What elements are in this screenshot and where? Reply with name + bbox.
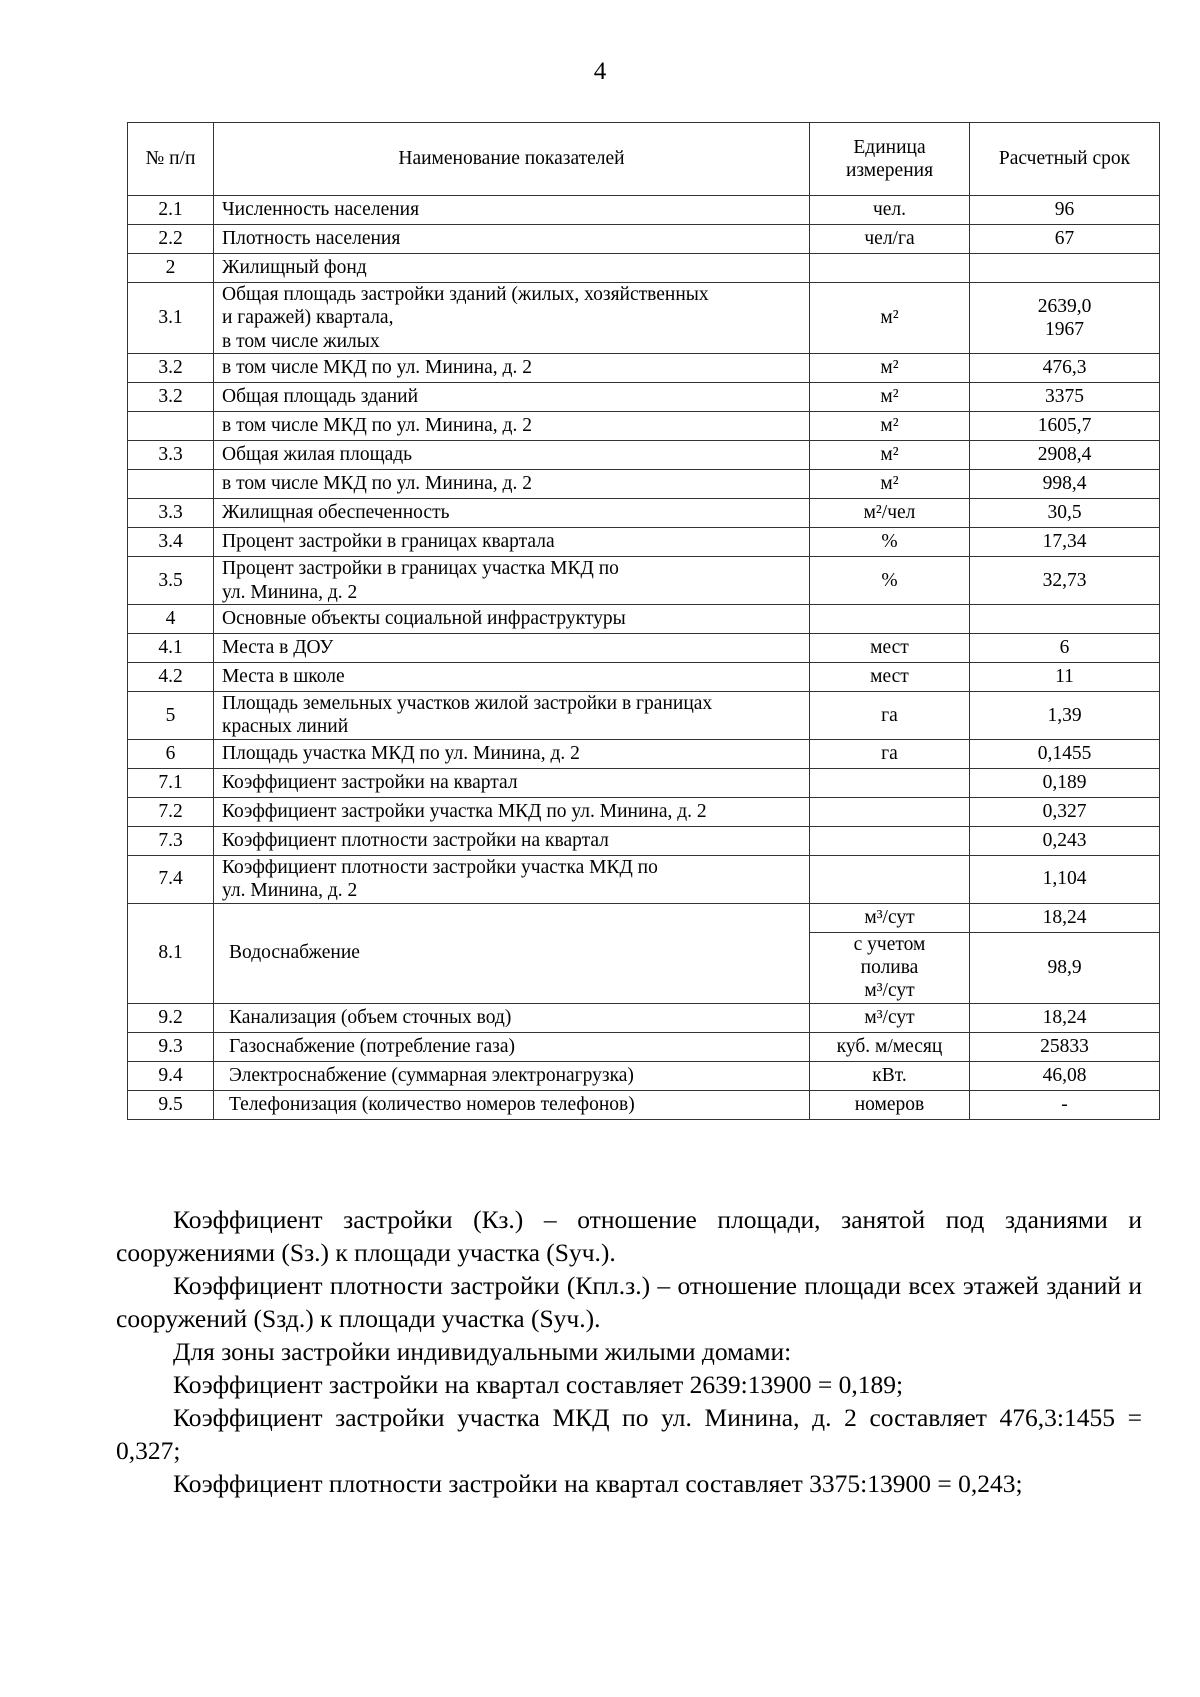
table-row <box>128 470 1160 499</box>
row-number: 4 <box>128 604 214 633</box>
paragraph: Коэффициент застройки участка МКД по ул. Минина, д. 2 составляет 476,3:1455 = 0,327; <box>116 1403 1142 1465</box>
table-row <box>128 662 1160 691</box>
row-name-line: Процент застройки в границах участка МКД по <box>222 558 619 580</box>
row-value: 1,104 <box>970 855 1160 903</box>
table-row <box>128 441 1160 470</box>
header-num: № п/п <box>128 123 214 196</box>
row-name <box>214 557 810 605</box>
row-value-line: 2639,0 <box>1037 295 1092 317</box>
page-number: 4 <box>593 58 607 85</box>
row-name <box>214 283 810 354</box>
row-name: Площадь участка МКД по ул. Минина, д. 2 <box>214 739 810 768</box>
table-row <box>128 633 1160 662</box>
table-row <box>128 557 1160 605</box>
row-number: 8.1 <box>128 903 214 1003</box>
table-row <box>128 196 1160 225</box>
paragraph: Коэффициент плотности застройки (Кпл.з.) – отношение площади всех этажей зданий и сооружений (Sзд.) к площади участка (Sуч.). <box>116 1271 1142 1333</box>
table-row <box>128 739 1160 768</box>
row-number: 3.5 <box>128 557 214 605</box>
row-unit: номеров <box>810 1090 970 1119</box>
row-name: Процент застройки в границах квартала <box>214 528 810 557</box>
table-row <box>128 1003 1160 1032</box>
row-number: 4.1 <box>128 633 214 662</box>
paragraph: Коэффициент застройки на квартал составляет 2639:13900 = 0,189; <box>173 1370 904 1399</box>
row-number: 2 <box>128 254 214 283</box>
row-unit: м² <box>810 441 970 470</box>
row-name-line: Площадь земельных участков жилой застройки в границах <box>222 692 713 714</box>
table-row <box>128 826 1160 855</box>
row-name-line: Общая площадь застройки зданий (жилых, хозяйственных <box>222 284 709 305</box>
table-row <box>128 797 1160 826</box>
row-number: 3.4 <box>128 528 214 557</box>
row-value: 1,39 <box>970 691 1160 739</box>
row-value: 0,189 <box>970 768 1160 797</box>
row-value: 11 <box>970 662 1160 691</box>
row-value: 0,243 <box>970 826 1160 855</box>
row-value: 25833 <box>970 1032 1160 1061</box>
table-row <box>128 855 1160 903</box>
row-unit: м² <box>810 283 970 354</box>
row-number: 7.1 <box>128 768 214 797</box>
header-name: Наименование показателей <box>214 123 810 196</box>
row-unit: чел. <box>810 196 970 225</box>
table-header-row <box>128 123 1160 196</box>
row-name: Основные объекты социальной инфраструктуры <box>214 604 810 633</box>
row-name: Коэффициент застройки на квартал <box>214 768 810 797</box>
row-number: 2.2 <box>128 225 214 254</box>
row-unit: га <box>810 691 970 739</box>
row-number: 9.4 <box>128 1061 214 1090</box>
row-unit: % <box>810 557 970 605</box>
table-row <box>128 499 1160 528</box>
row-value: 476,3 <box>970 354 1160 383</box>
row-name: Плотность населения <box>214 225 810 254</box>
row-number: 9.5 <box>128 1090 214 1119</box>
row-name: Места в школе <box>214 662 810 691</box>
row-unit-line: м³/сут <box>864 980 915 1002</box>
row-value: 998,4 <box>970 470 1160 499</box>
table-row <box>128 691 1160 739</box>
row-name-line: и гаражей) квартала, <box>222 307 394 329</box>
paragraph: Для зоны застройки индивидуальными жилыми домами: <box>173 1337 792 1366</box>
row-name: Общая площадь зданий <box>214 383 810 412</box>
row-unit: мест <box>810 662 970 691</box>
row-unit-line: с учетом <box>853 933 926 955</box>
table-row <box>128 225 1160 254</box>
row-unit <box>810 254 970 283</box>
table-row <box>128 768 1160 797</box>
row-name <box>214 691 810 739</box>
row-number: 3.3 <box>128 441 214 470</box>
row-unit: м²/чел <box>810 499 970 528</box>
row-unit-line: полива <box>860 956 919 978</box>
row-name-line: ул. Минина, д. 2 <box>222 880 358 902</box>
row-unit: чел/га <box>810 225 970 254</box>
row-name: Газоснабжение (потребление газа) <box>214 1032 810 1061</box>
row-name: Численность населения <box>214 196 810 225</box>
row-number: 2.1 <box>128 196 214 225</box>
row-number: 4.2 <box>128 662 214 691</box>
row-value: 17,34 <box>970 528 1160 557</box>
row-value: 3375 <box>970 383 1160 412</box>
row-unit <box>810 932 970 1003</box>
row-unit: кВт. <box>810 1061 970 1090</box>
row-value: 32,73 <box>970 557 1160 605</box>
row-unit: м³/сут <box>810 1003 970 1032</box>
row-value: 0,327 <box>970 797 1160 826</box>
row-value: 6 <box>970 633 1160 662</box>
row-name: Места в ДОУ <box>214 633 810 662</box>
row-value: 30,5 <box>970 499 1160 528</box>
header-unit <box>810 123 970 196</box>
row-unit: мест <box>810 633 970 662</box>
paragraph: Коэффициент плотности застройки на квартал составляет 3375:13900 = 0,243; <box>173 1469 1023 1498</box>
row-number: 3.1 <box>128 283 214 354</box>
row-value: 1605,7 <box>970 412 1160 441</box>
row-name: Телефонизация (количество номеров телефонов) <box>214 1090 810 1119</box>
explanatory-text <box>116 1203 1142 1500</box>
row-value: - <box>970 1090 1160 1119</box>
row-unit <box>810 604 970 633</box>
row-number: 9.3 <box>128 1032 214 1061</box>
header-unit-line2: измерения <box>845 160 934 181</box>
row-name-line: в том числе жилых <box>222 330 380 352</box>
row-unit <box>810 768 970 797</box>
row-value <box>970 283 1160 354</box>
row-name: Электроснабжение (суммарная электронагрузка) <box>214 1061 810 1090</box>
table-row <box>128 354 1160 383</box>
row-number: 7.4 <box>128 855 214 903</box>
row-name-line: ул. Минина, д. 2 <box>222 581 358 603</box>
table-row-water <box>128 903 1160 932</box>
table-row <box>128 412 1160 441</box>
row-unit <box>810 826 970 855</box>
row-name: в том числе МКД по ул. Минина, д. 2 <box>214 470 810 499</box>
table-row <box>128 1032 1160 1061</box>
row-value: 0,1455 <box>970 739 1160 768</box>
row-value: 2908,4 <box>970 441 1160 470</box>
row-number: 3.2 <box>128 383 214 412</box>
row-number: 6 <box>128 739 214 768</box>
row-value <box>970 604 1160 633</box>
row-name: Канализация (объем сточных вод) <box>214 1003 810 1032</box>
row-name: Коэффициент застройки участка МКД по ул. Минина, д. 2 <box>214 797 810 826</box>
row-unit: м³/сут <box>810 903 970 932</box>
row-name: в том числе МКД по ул. Минина, д. 2 <box>214 354 810 383</box>
row-unit <box>810 797 970 826</box>
row-number <box>128 470 214 499</box>
row-name-line: Коэффициент плотности застройки участка МКД по <box>222 856 658 878</box>
table-row <box>128 383 1160 412</box>
header-value: Расчетный срок <box>970 123 1160 196</box>
table-row <box>128 254 1160 283</box>
row-number: 9.2 <box>128 1003 214 1032</box>
row-name: Жилищная обеспеченность <box>214 499 810 528</box>
row-value-line: 1967 <box>1045 319 1084 341</box>
row-name: Жилищный фонд <box>214 254 810 283</box>
table-row <box>128 283 1160 354</box>
row-unit <box>810 855 970 903</box>
row-unit: % <box>810 528 970 557</box>
row-value: 98,9 <box>970 932 1160 1003</box>
row-name: Водоснабжение <box>214 903 810 1003</box>
row-value: 96 <box>970 196 1160 225</box>
row-value: 18,24 <box>970 1003 1160 1032</box>
row-name: Коэффициент плотности застройки на квартал <box>214 826 810 855</box>
row-unit: м² <box>810 383 970 412</box>
table-row <box>128 528 1160 557</box>
row-name <box>214 855 810 903</box>
row-name: в том числе МКД по ул. Минина, д. 2 <box>214 412 810 441</box>
indicators-table <box>127 122 1160 1120</box>
row-number: 7.3 <box>128 826 214 855</box>
row-value: 18,24 <box>970 903 1160 932</box>
table-row <box>128 1090 1160 1119</box>
table-row <box>128 1061 1160 1090</box>
row-unit: м² <box>810 354 970 383</box>
row-number: 5 <box>128 691 214 739</box>
row-value <box>970 254 1160 283</box>
row-number: 3.2 <box>128 354 214 383</box>
table-row <box>128 604 1160 633</box>
row-unit: куб. м/месяц <box>810 1032 970 1061</box>
row-value: 46,08 <box>970 1061 1160 1090</box>
row-unit: м² <box>810 412 970 441</box>
row-name: Общая жилая площадь <box>214 441 810 470</box>
row-number: 3.3 <box>128 499 214 528</box>
row-value: 67 <box>970 225 1160 254</box>
header-unit-line1: Единица <box>853 136 926 158</box>
row-number: 7.2 <box>128 797 214 826</box>
row-unit: га <box>810 739 970 768</box>
row-number <box>128 412 214 441</box>
row-unit: м² <box>810 470 970 499</box>
row-name-line: красных линий <box>222 716 349 738</box>
table-body <box>128 196 1160 1120</box>
paragraph: Коэффициент застройки (Кз.) – отношение площади, занятой под зданиями и сооружениями (Sз.) к площади участка (Sуч.). <box>116 1205 1142 1267</box>
